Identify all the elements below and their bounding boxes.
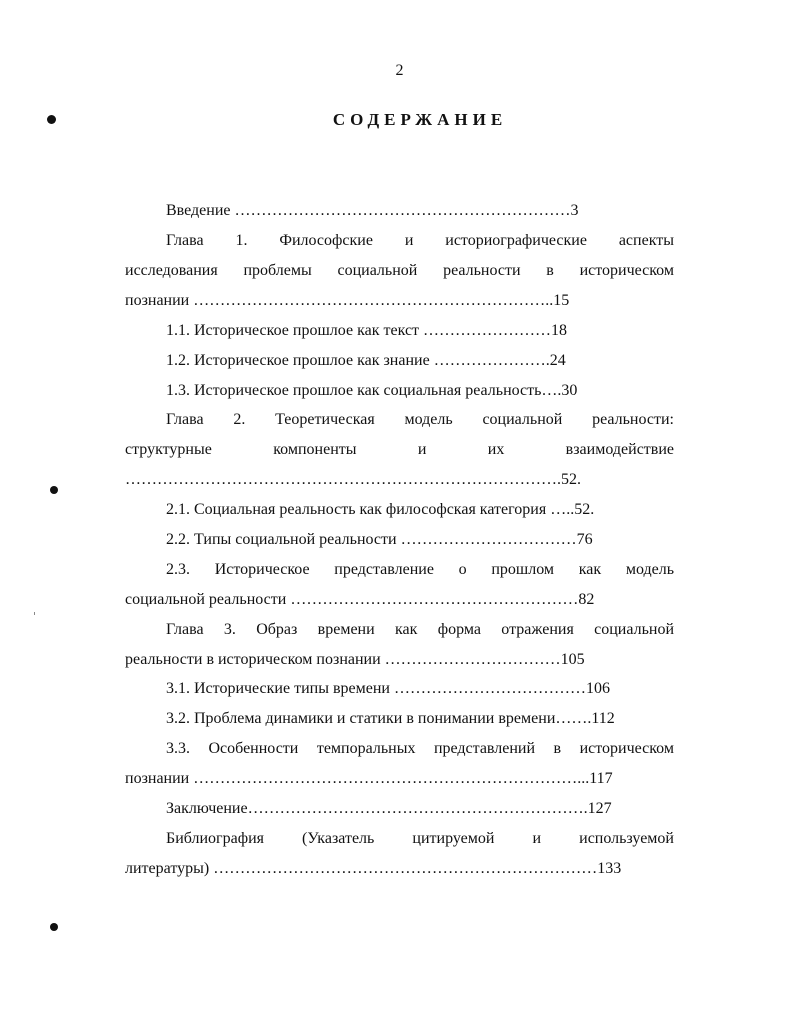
toc-section-3-3-line-2[interactable]: познании ………………………………………………………………...117 — [125, 770, 613, 787]
toc-chapter-3-line-1[interactable]: Глава 3. Образ времени как форма отражения социальной — [166, 621, 674, 638]
toc-chapter-1-line-1[interactable]: Глава 1. Философские и историографические аспекты — [166, 232, 674, 249]
binder-hole-mark — [50, 486, 58, 494]
toc-section-1-3[interactable]: 1.3. Историческое прошлое как социальная реальность….30 — [166, 382, 578, 399]
toc-section-3-1[interactable]: 3.1. Исторические типы времени ………………………………106 — [166, 680, 610, 697]
toc-bibliography-line-2[interactable]: литературы) ………………………………………………………………133 — [125, 860, 622, 877]
page-title: СОДЕРЖАНИЕ — [332, 110, 508, 129]
toc-section-1-2[interactable]: 1.2. Историческое прошлое как знание ………………….24 — [166, 352, 566, 369]
binder-hole-mark — [47, 115, 56, 124]
toc-intro[interactable]: Введение ………………………………………………………3 — [166, 202, 579, 219]
toc-section-1-1[interactable]: 1.1. Историческое прошлое как текст ……………………18 — [166, 322, 568, 339]
toc-section-2-2[interactable]: 2.2. Типы социальной реальности ……………………………76 — [166, 531, 593, 548]
binder-hole-mark — [50, 923, 58, 931]
toc-section-3-3-line-1[interactable]: 3.3. Особенности темпоральных представлений в историческом — [166, 740, 674, 757]
toc-section-2-3-line-2[interactable]: социальной реальности ………………………………………………82 — [125, 591, 595, 608]
scan-speck — [34, 612, 35, 615]
toc-chapter-1-line-3[interactable]: познании …………………………………………………………..15 — [125, 292, 570, 309]
toc-section-3-2[interactable]: 3.2. Проблема динамики и статики в понимании времени…….112 — [166, 710, 615, 727]
toc-chapter-2-line-2[interactable]: структурные компоненты и их взаимодействие — [125, 441, 674, 458]
toc-chapter-1-line-2[interactable]: исследования проблемы социальной реальности в историческом — [125, 262, 674, 279]
toc-chapter-2-line-3[interactable]: ……………………………………………………………………….52. — [125, 471, 581, 488]
toc-chapter-3-line-2[interactable]: реальности в историческом познании ……………………………105 — [125, 651, 585, 668]
toc-bibliography-line-1[interactable]: Библиография (Указатель цитируемой и используемой — [166, 830, 674, 847]
page-number: 2 — [395, 62, 404, 79]
toc-section-2-1[interactable]: 2.1. Социальная реальность как философская категория …..52. — [166, 501, 595, 518]
toc-conclusion[interactable]: Заключение……………………………………………………….127 — [166, 800, 612, 817]
toc-section-2-3-line-1[interactable]: 2.3. Историческое представление о прошлом как модель — [166, 561, 674, 578]
toc-chapter-2-line-1[interactable]: Глава 2. Теоретическая модель социальной реальности: — [166, 411, 674, 428]
